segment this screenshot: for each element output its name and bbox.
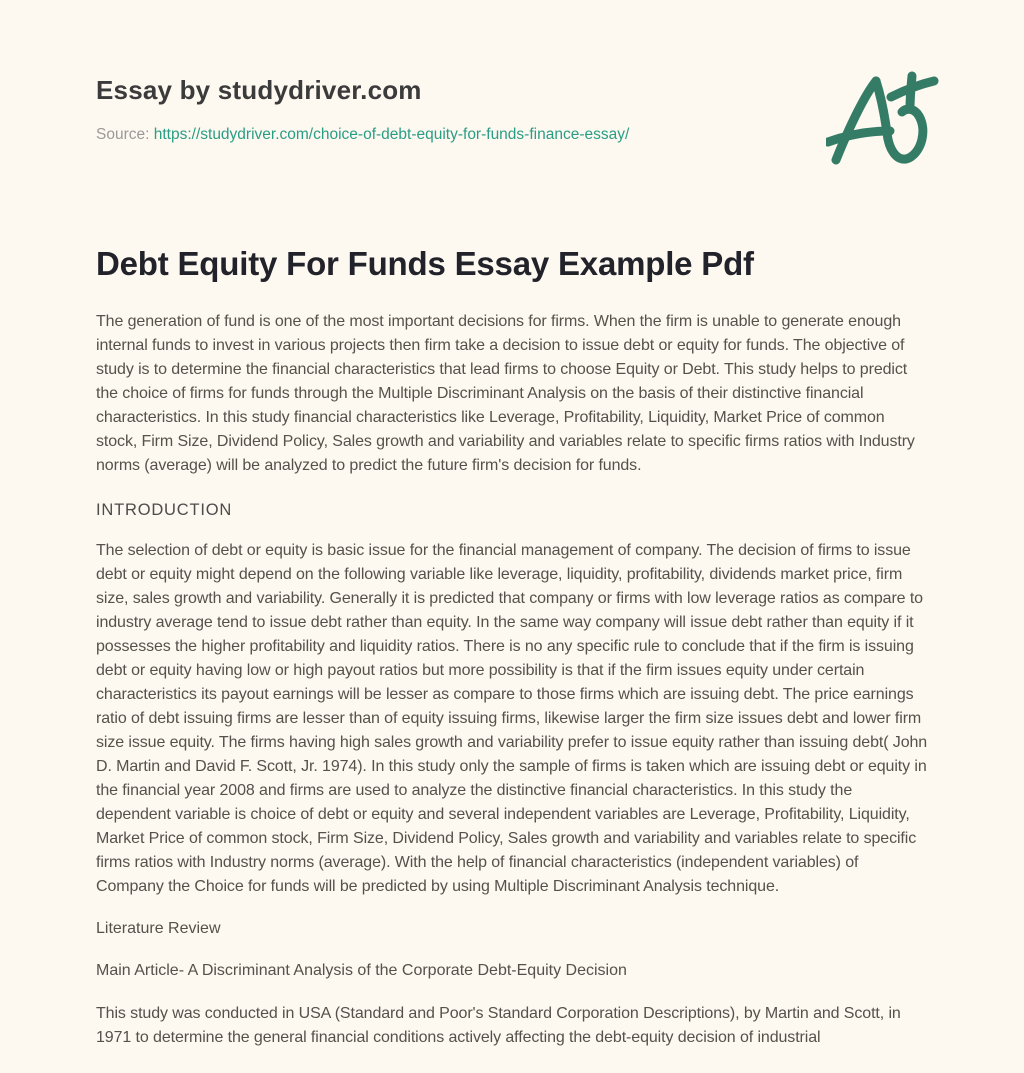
- byline: Essay by studydriver.com: [96, 75, 422, 105]
- literature-paragraph: This study was conducted in USA (Standard and Poor's Standard Corporation Descriptions), by Martin and Scott, in 1971 to determine the general financial conditions actively affecting the debt-equity decision of industrial: [96, 1005, 901, 1046]
- introduction-heading: INTRODUCTION: [96, 501, 233, 519]
- source-line: [96, 125, 928, 145]
- literature-review-heading: Literature Review: [96, 920, 221, 937]
- main-article-subheading: Main Article- A Discriminant Analysis of the Corporate Debt-Equity Decision: [96, 962, 627, 979]
- source-label: Source:: [96, 126, 150, 143]
- studydriver-a-plus-logo-icon: [826, 68, 942, 170]
- abstract-paragraph: The generation of fund is one of the most important decisions for firms. When the firm is unable to generate enough internal funds to invest in various projects then firm take a decision to issue debt or equity for funds. The objective of study is to determine the financial characteristics that lead firms to choose Equity or Debt. This study helps to predict the choice of firms for funds through the Multiple Discriminant Analysis on the basis of their distinctive financial characteristics. In this study financial characteristics like Leverage, Profitability, Liquidity, Market Price of common stock, Firm Size, Dividend Policy, Sales growth and variability and variables relate to specific firms ratios with Industry norms (average) will be analyzed to predict the future firm's decision for funds.: [96, 313, 915, 474]
- essay-title: Debt Equity For Funds Essay Example Pdf: [96, 245, 754, 282]
- introduction-paragraph: The selection of debt or equity is basic issue for the financial management of company. The decision of firms to issue debt or equity might depend on the following variable like leverage, liquidity, profitability, dividends market price, firm size, sales growth and variability. Generally it is predicted that company or firms with low leverage ratios as compare to industry average tend to issue debt rather than equity. In the same way company will issue debt rather than equity if it possesses the higher profitability and liquidity ratios. There is no any specific rule to conclude that if the firm is issuing debt or equity having low or high payout ratios but more possibility is that if the firm issues equity under certain characteristics its payout earnings will be lesser as compare to those firms which are issuing debt. The price earnings ratio of debt issuing firms are lesser than of equity issuing firms, likewise larger the firm size issues debt and lower firm size issue equity. The firms having high sales growth and variability prefer to issue equity rather than issuing debt( John D. Martin and David F. Scott, Jr. 1974). In this study only the sample of firms is taken which are issuing debt or equity in the financial year 2008 and firms are used to analyze the distinctive financial characteristics. In this study the dependent variable is choice of debt or equity and several independent variables are Leverage, Profitability, Liquidity, Market Price of common stock, Firm Size, Dividend Policy, Sales growth and variability and variables relate to specific firms ratios with Industry norms (average). With the help of financial characteristics (independent variables) of Company the Choice for funds will be predicted by using Multiple Discriminant Analysis technique.: [96, 542, 928, 895]
- source-link[interactable]: https://studydriver.com/choice-of-debt-equity-for-funds-finance-essay/: [153, 126, 630, 143]
